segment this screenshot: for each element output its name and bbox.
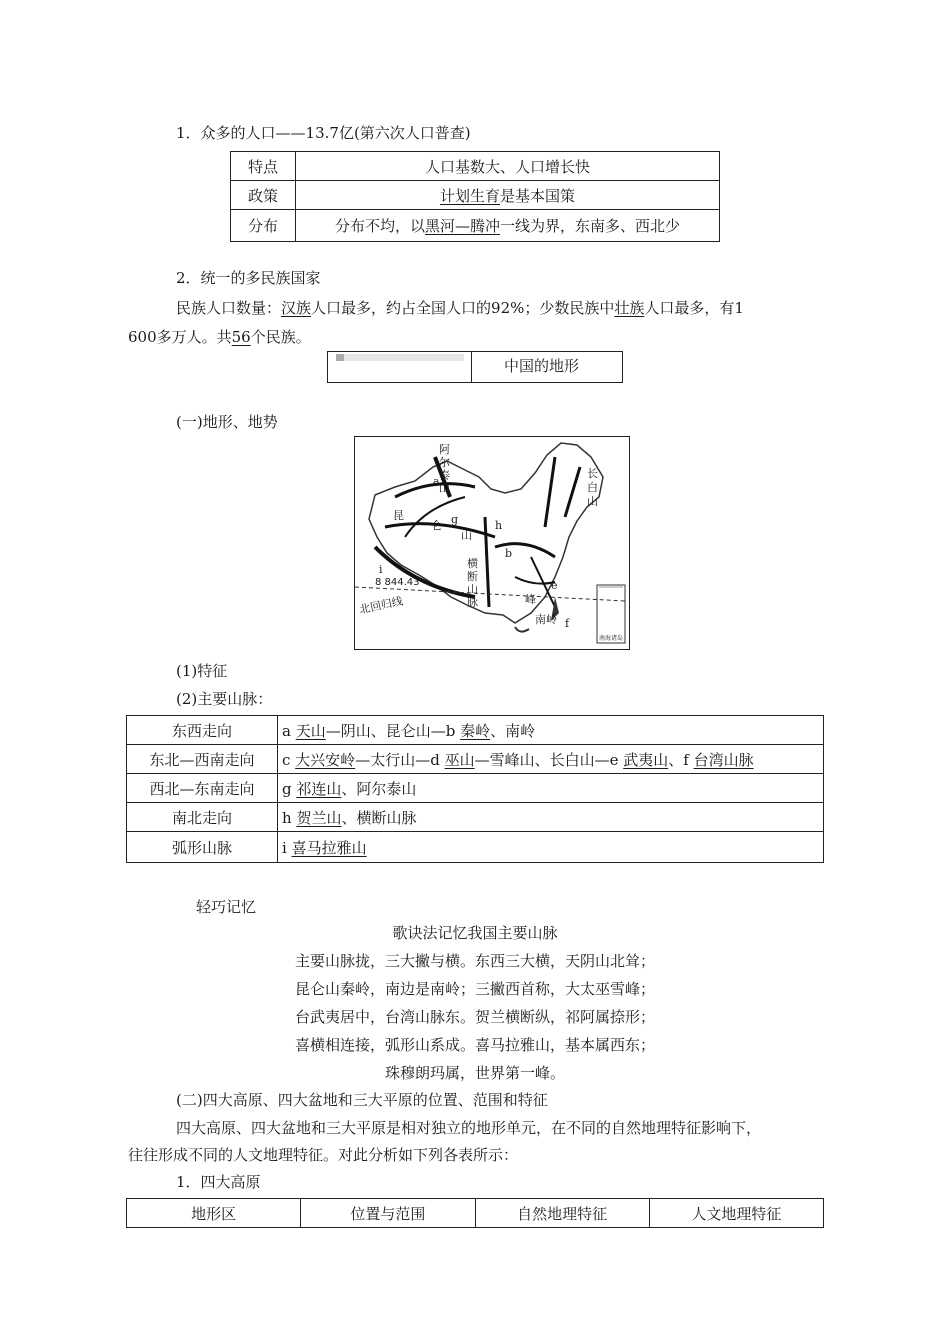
row-label: 特点 [231,152,296,181]
topic-box [327,351,623,383]
table-row [127,774,824,803]
mountain-direction: 东北—西南走向 [127,745,278,774]
map-label-south-sea-islands: 南海诸岛 [599,635,624,642]
underlined-answer: 壮族 [614,299,645,317]
text-segment: 人口最多，约占全国人口的92%；少数民族中 [311,299,615,317]
map-label-lun: 仑 [431,519,442,532]
sub2-paragraph-line1: 四大高原、四大盆地和三大平原是相对独立的地形单元，在不同的自然地理特征影响下， [176,1119,762,1137]
mountains-table [126,715,824,863]
map-label-a: a [433,475,440,488]
map-label-f: f [565,617,570,630]
column-header: 自然地理特征 [475,1199,649,1228]
plateau-list-heading: 1．四大高原 [176,1173,261,1191]
text-segment: 、南岭 [490,721,536,740]
text-segment: 人口基数大、人口增长快 [424,157,590,176]
underlined-answer: 台湾山脉 [693,750,754,769]
topic-box-title: 中国的地形 [504,357,580,375]
mountain-direction: 南北走向 [127,803,278,832]
text-segment: c [282,750,296,769]
plateau-table [126,1198,824,1228]
table-row [127,745,824,774]
text-segment: —太行山—d [355,750,445,769]
map-label-i: i [379,563,383,576]
poem-line: 主要山脉拢，三大撇与横。东西三大横，天阴山北耸； [294,952,655,970]
topic-box-placeholder-image [336,354,464,361]
mountain-list [278,803,824,832]
text-segment: h [282,808,297,827]
underlined-answer: 天山 [295,721,326,740]
section1-heading: 1．众多的人口——13.7亿(第六次人口普查) [176,124,471,142]
mountain-list [278,774,824,803]
underlined-answer: 大兴安岭 [295,750,356,769]
map-label-shan: 山 [461,529,472,542]
column-header: 位置与范围 [301,1199,475,1228]
underlined-answer: 黑河—腾冲 [424,217,500,235]
text-segment: 一线为界，东南多、西北少 [500,217,681,235]
features-label: (1)特征 [176,662,228,680]
underlined-answer: 武夷山 [623,750,669,769]
text-segment: 是基本国策 [500,186,576,205]
ethnic-paragraph-line2 [128,326,311,347]
poem-line: 台武夷居中，台湾山脉东。贺兰横断纵，祁阿属捺形； [294,1008,655,1026]
table-row [231,152,720,181]
underlined-answer: 汉族 [281,299,312,317]
text-segment: 人口最多，有1 [644,299,744,317]
text-segment: 、横断山脉 [341,808,417,827]
text-segment: 分布不均，以 [334,217,425,235]
text-segment: 个民族。 [250,328,311,346]
underlined-answer: 祁连山 [296,779,342,798]
row-content [296,181,720,210]
map-label-changbai: 长 白 山 [587,467,598,508]
row-label: 政策 [231,181,296,210]
map-label-b: b [505,547,513,560]
map-label-h: h [495,519,503,532]
mountain-list [278,832,824,863]
mountain-list [278,716,824,745]
map-label-nanling: 南岭 [535,613,557,626]
text-segment: 、f [668,750,694,769]
map-label-kun: 昆 [393,509,404,522]
sub1-heading: (一)地形、地势 [176,413,278,431]
table-row [127,716,824,745]
table-row [127,832,824,863]
map-label-altai: 阿 尔 泰 山 [439,443,450,495]
text-segment: 民族人口数量： [176,299,282,317]
text-segment: g [282,779,297,798]
topic-box-divider [471,352,472,382]
text-segment: —雪峰山、长白山—e [474,750,624,769]
column-header: 人文地理特征 [649,1199,823,1228]
poem-line: 昆仑山秦岭，南边是南岭；三撇西首称，大太巫雪峰； [294,980,655,998]
map-label-hengduan: 横 断 山 脉 [467,557,478,609]
underlined-answer: 56 [231,328,251,346]
map-label-e: e [551,579,558,592]
text-segment: a [282,721,296,740]
memory-title: 歌诀法记忆我国主要山脉 [392,924,558,942]
map-label-tropic: 北回归线 [358,594,404,617]
row-content [296,210,720,242]
poem-line: 珠穆朗玛属，世界第一峰。 [384,1064,565,1082]
underlined-answer: 巫山 [444,750,475,769]
underlined-answer: 贺兰山 [296,808,342,827]
china-terrain-map [354,436,630,650]
text-segment: —阴山、昆仑山—b [325,721,461,740]
text-segment: 600多万人。共 [128,328,232,346]
table-row [231,181,720,210]
table-row [127,803,824,832]
population-table [230,151,720,242]
underlined-answer: 秦岭 [460,721,491,740]
underlined-answer: 喜马拉雅山 [291,838,367,857]
table-row [231,210,720,242]
map-label-feng: 峰 [525,593,536,606]
sub2-paragraph-line2: 往往形成不同的人文地理特征。对此分析如下列各表所示： [128,1146,519,1164]
mountain-direction: 西北—东南走向 [127,774,278,803]
mountain-direction: 弧形山脉 [127,832,278,863]
poem-line: 喜横相连接，弧形山系成。喜马拉雅山，基本属西东； [294,1036,655,1054]
map-label-everest-height: 8 844.43 [375,577,420,588]
mountain-list [278,745,824,774]
map-label-g: g [451,513,459,526]
memory-label: 轻巧记忆 [196,898,257,916]
mountains-label: (2)主要山脉： [176,690,273,708]
ethnic-paragraph-line1 [176,297,744,318]
column-header: 地形区 [127,1199,301,1228]
mountain-direction: 东西走向 [127,716,278,745]
underlined-answer: 计划生育 [439,186,500,205]
section2-heading: 2．统一的多民族国家 [176,269,321,287]
text-segment: i [282,838,292,857]
row-content [296,152,720,181]
text-segment: 、阿尔泰山 [341,779,417,798]
row-label: 分布 [231,210,296,242]
sub2-heading: (二)四大高原、四大盆地和三大平原的位置、范围和特征 [176,1091,548,1109]
table-header-row [127,1199,824,1228]
